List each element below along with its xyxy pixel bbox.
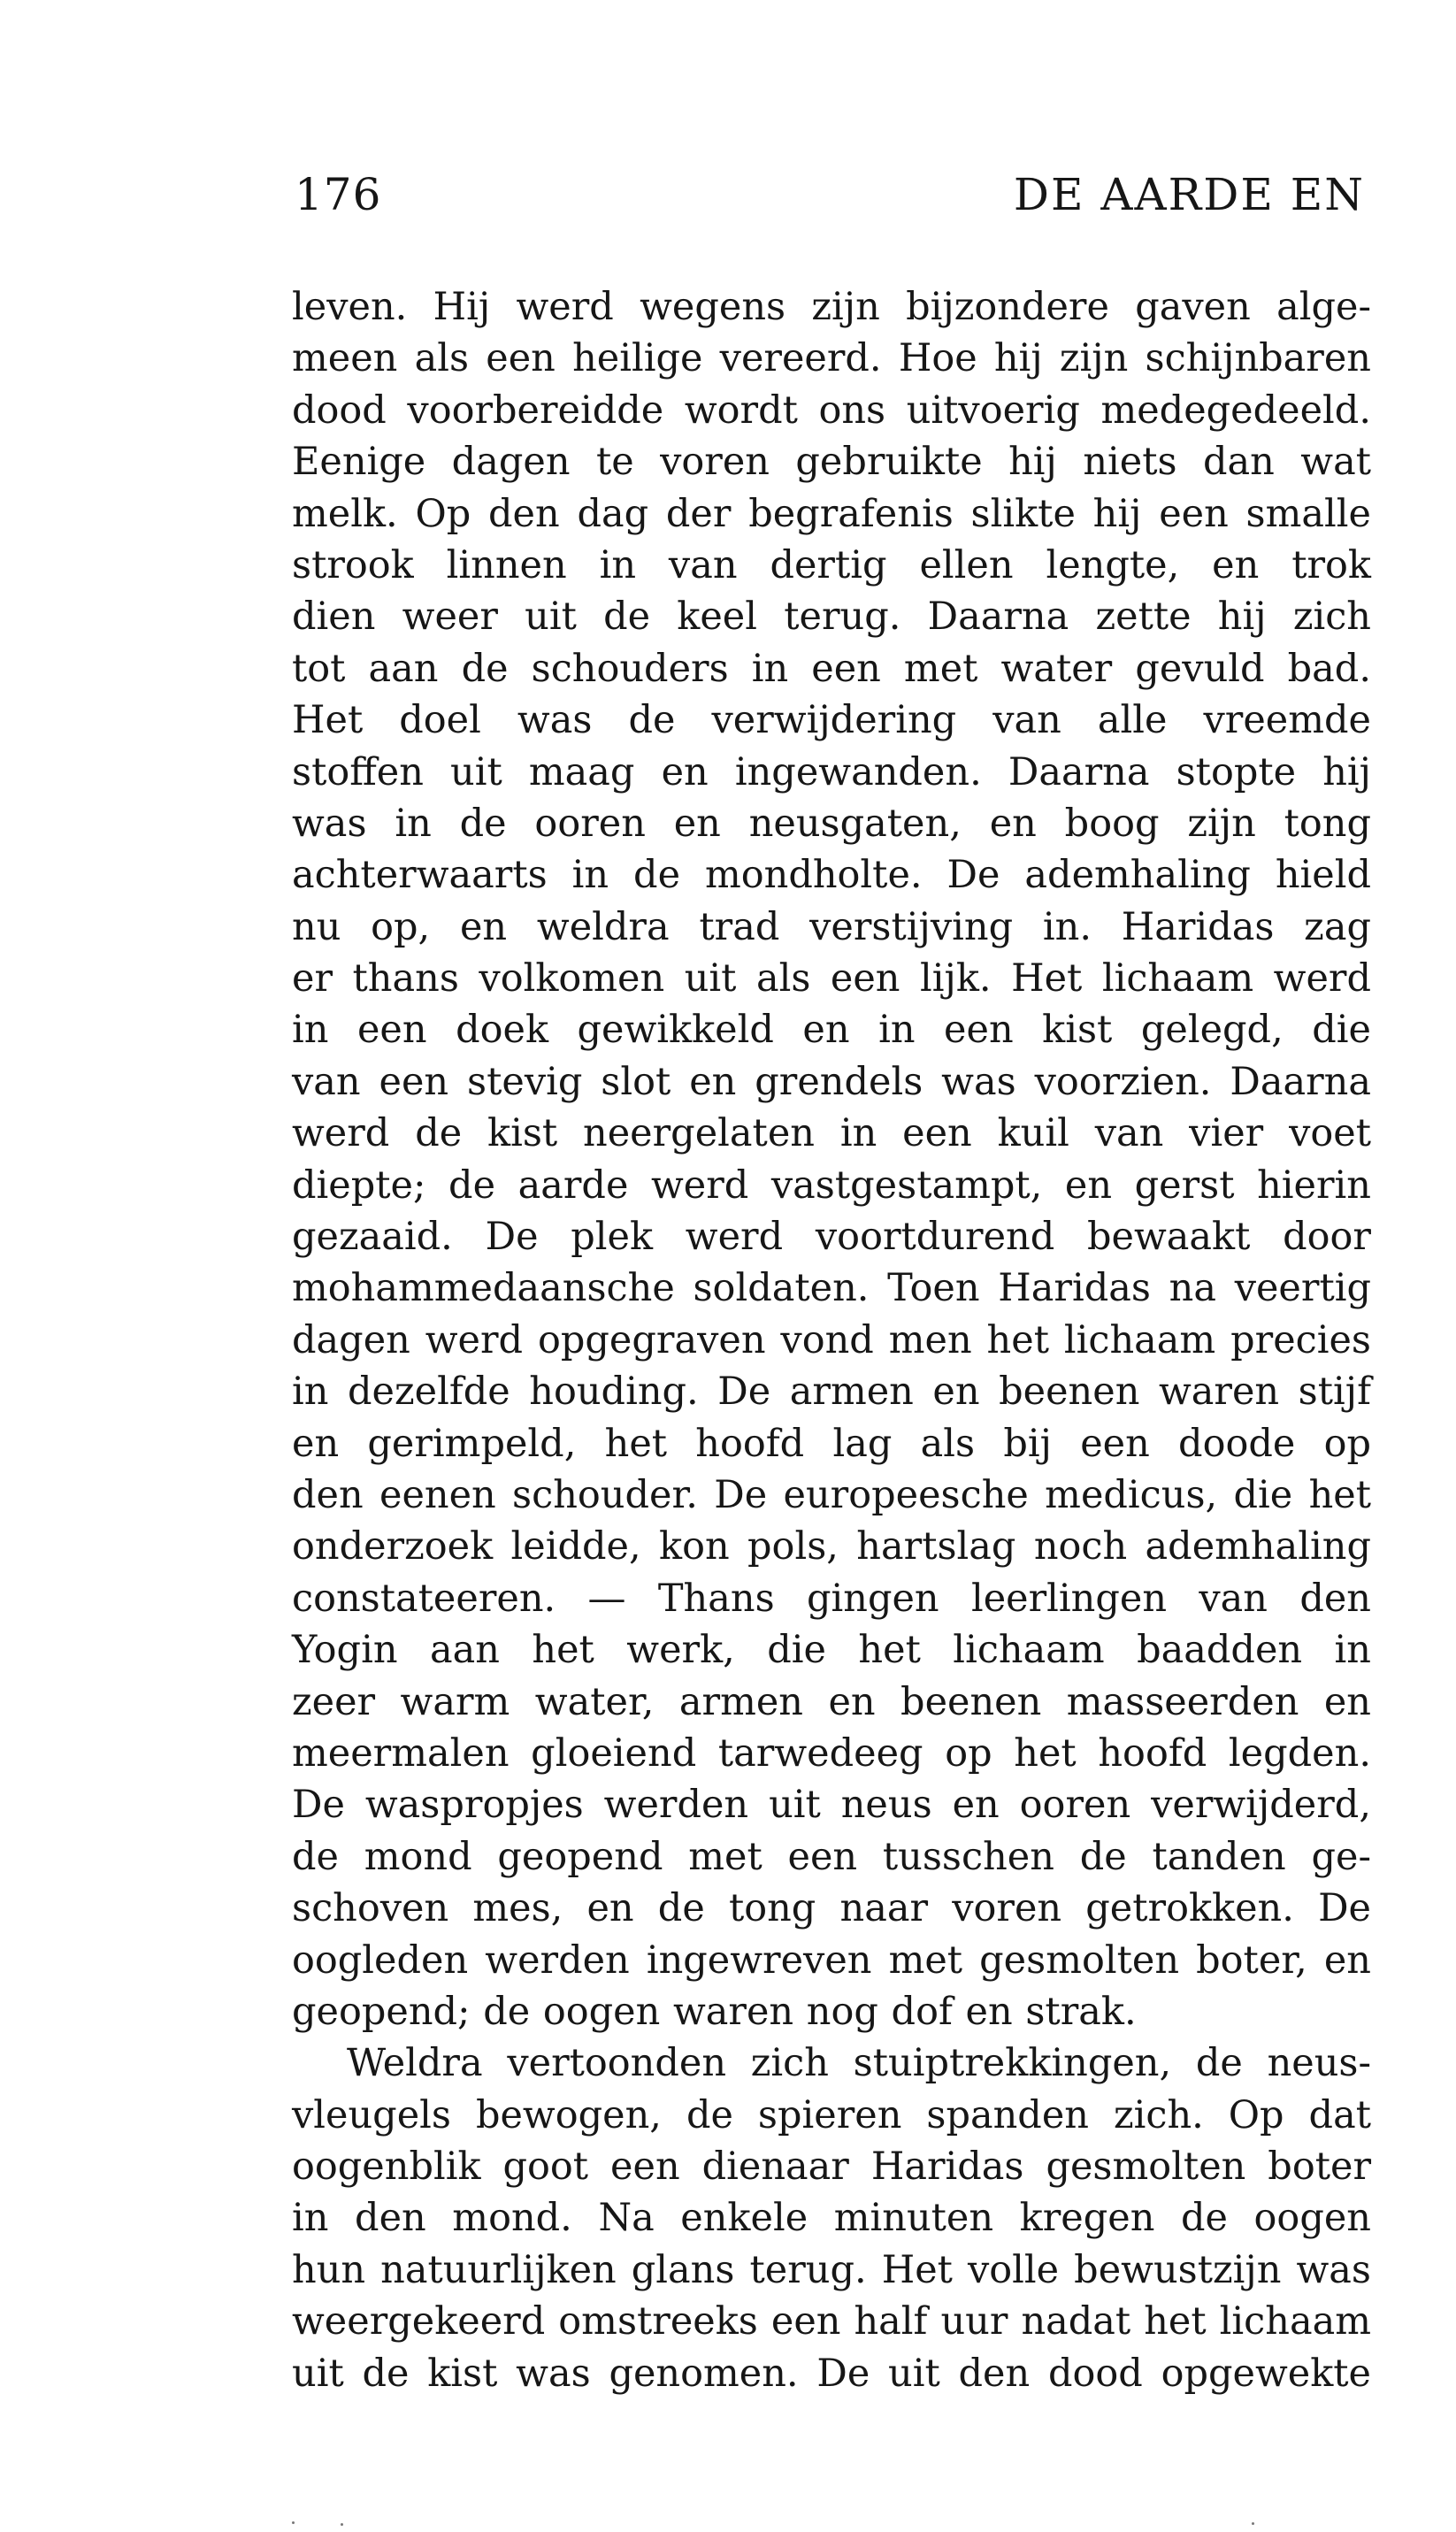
text-line: vleugels bewogen, de spieren spanden zich. Op dat xyxy=(292,2092,1371,2137)
text-line: in een doek gewikkeld en in een kist gelegd, die xyxy=(292,1008,1371,1053)
text-line: in den mond. Na enkele minuten kregen de oogen xyxy=(292,2196,1371,2241)
text-line: De waspropjes werden uit neus en ooren verwijderd, xyxy=(292,1783,1371,1828)
text-line: tot aan de schouders in een met water gevuld bad. xyxy=(292,646,1371,691)
text-line: dood voorbereidde wordt ons uitvoerig medegedeeld. xyxy=(292,387,1371,433)
print-speck xyxy=(341,2523,343,2526)
text-line: werd de kist neergelaten in een kuil van vier voet xyxy=(292,1111,1371,1156)
text-line: hun natuurlijken glans terug. Het volle bewustzijn was xyxy=(292,2247,1371,2292)
text-line: leven. Hij werd wegens zijn bijzondere gaven alge- xyxy=(292,285,1371,329)
text-line: dagen werd opgegraven vond men het lichaam precies xyxy=(292,1317,1371,1362)
paragraph-end-line: geopend; de oogen waren nog dof en strak. xyxy=(292,1989,1137,2034)
text-line: achterwaarts in de mondholte. De ademhaling hield xyxy=(292,853,1371,898)
text-line: stoffen uit maag en ingewanden. Daarna stopte hij xyxy=(292,749,1371,794)
text-line: was in de ooren en neusgaten, en boog zijn tong xyxy=(292,801,1371,846)
running-title: DE AARDE EN xyxy=(1013,169,1365,220)
paragraph-start-line: Weldra vertoonden zich stuiptrekkingen, de neus- xyxy=(347,2041,1371,2086)
running-head xyxy=(295,159,1365,230)
text-line: meen als een heilige vereerd. Hoe hij zijn schijnbaren xyxy=(292,336,1371,381)
text-line: meermalen gloeiend tarwedeeg op het hoofd legden. xyxy=(292,1730,1371,1776)
text-line: gezaaid. De plek werd voortdurend bewaakt door xyxy=(292,1215,1371,1260)
text-line: er thans volkomen uit als een lijk. Het lichaam werd xyxy=(292,956,1371,1001)
text-line: Het doel was de verwijdering van alle vreemde xyxy=(292,698,1371,743)
text-line: oogleden werden ingewreven met gesmolten boter, en xyxy=(292,1937,1371,1983)
text-line: uit de kist was genomen. De uit den dood opgewekte xyxy=(292,2351,1371,2396)
text-line: oogenblik goot een dienaar Haridas gesmolten boter xyxy=(292,2145,1371,2190)
text-line: dien weer uit de keel terug. Daarna zette hij zich xyxy=(292,595,1371,640)
page-number: 176 xyxy=(295,169,382,220)
text-line: in dezelfde houding. De armen en beenen waren stijf xyxy=(292,1370,1371,1415)
text-line: strook linnen in van dertig ellen lengte, en trok xyxy=(292,542,1371,587)
text-line: de mond geopend met een tusschen de tanden ge- xyxy=(292,1834,1371,1879)
text-line: melk. Op den dag der begrafenis slikte hij een smalle xyxy=(292,491,1371,536)
text-line: schoven mes, en de tong naar voren getrokken. De xyxy=(292,1886,1371,1931)
text-line: den eenen schouder. De europeesche medicus, die het xyxy=(292,1472,1371,1517)
text-line: mohammedaansche soldaten. Toen Haridas na veertig xyxy=(292,1266,1371,1311)
print-speck xyxy=(1252,2522,1254,2525)
print-specks xyxy=(292,2521,1371,2527)
text-line: Yogin aan het werk, die het lichaam baadden in xyxy=(292,1628,1371,1673)
text-line: van een stevig slot en grendels was voorzien. Daarna xyxy=(292,1059,1371,1104)
text-line: zeer warm water, armen en beenen masseerden en xyxy=(292,1679,1371,1724)
text-line: diepte; de aarde werd vastgestampt, en gerst hierin xyxy=(292,1162,1371,1208)
text-line: Eenige dagen te voren gebruikte hij niets dan wat xyxy=(292,440,1371,485)
text-line: constateeren. — Thans gingen leerlingen van den xyxy=(292,1576,1371,1621)
text-line: weergekeerd omstreeks een half uur nadat het lichaam xyxy=(292,2299,1371,2344)
body-text xyxy=(292,281,1371,2399)
text-line: onderzoek leidde, kon pols, hartslag noch ademhaling xyxy=(292,1524,1371,1569)
text-line: en gerimpeld, het hoofd lag als bij een doode op xyxy=(292,1421,1371,1466)
text-line: nu op, en weldra trad verstijving in. Haridas zag xyxy=(292,904,1371,949)
print-speck xyxy=(292,2521,295,2524)
